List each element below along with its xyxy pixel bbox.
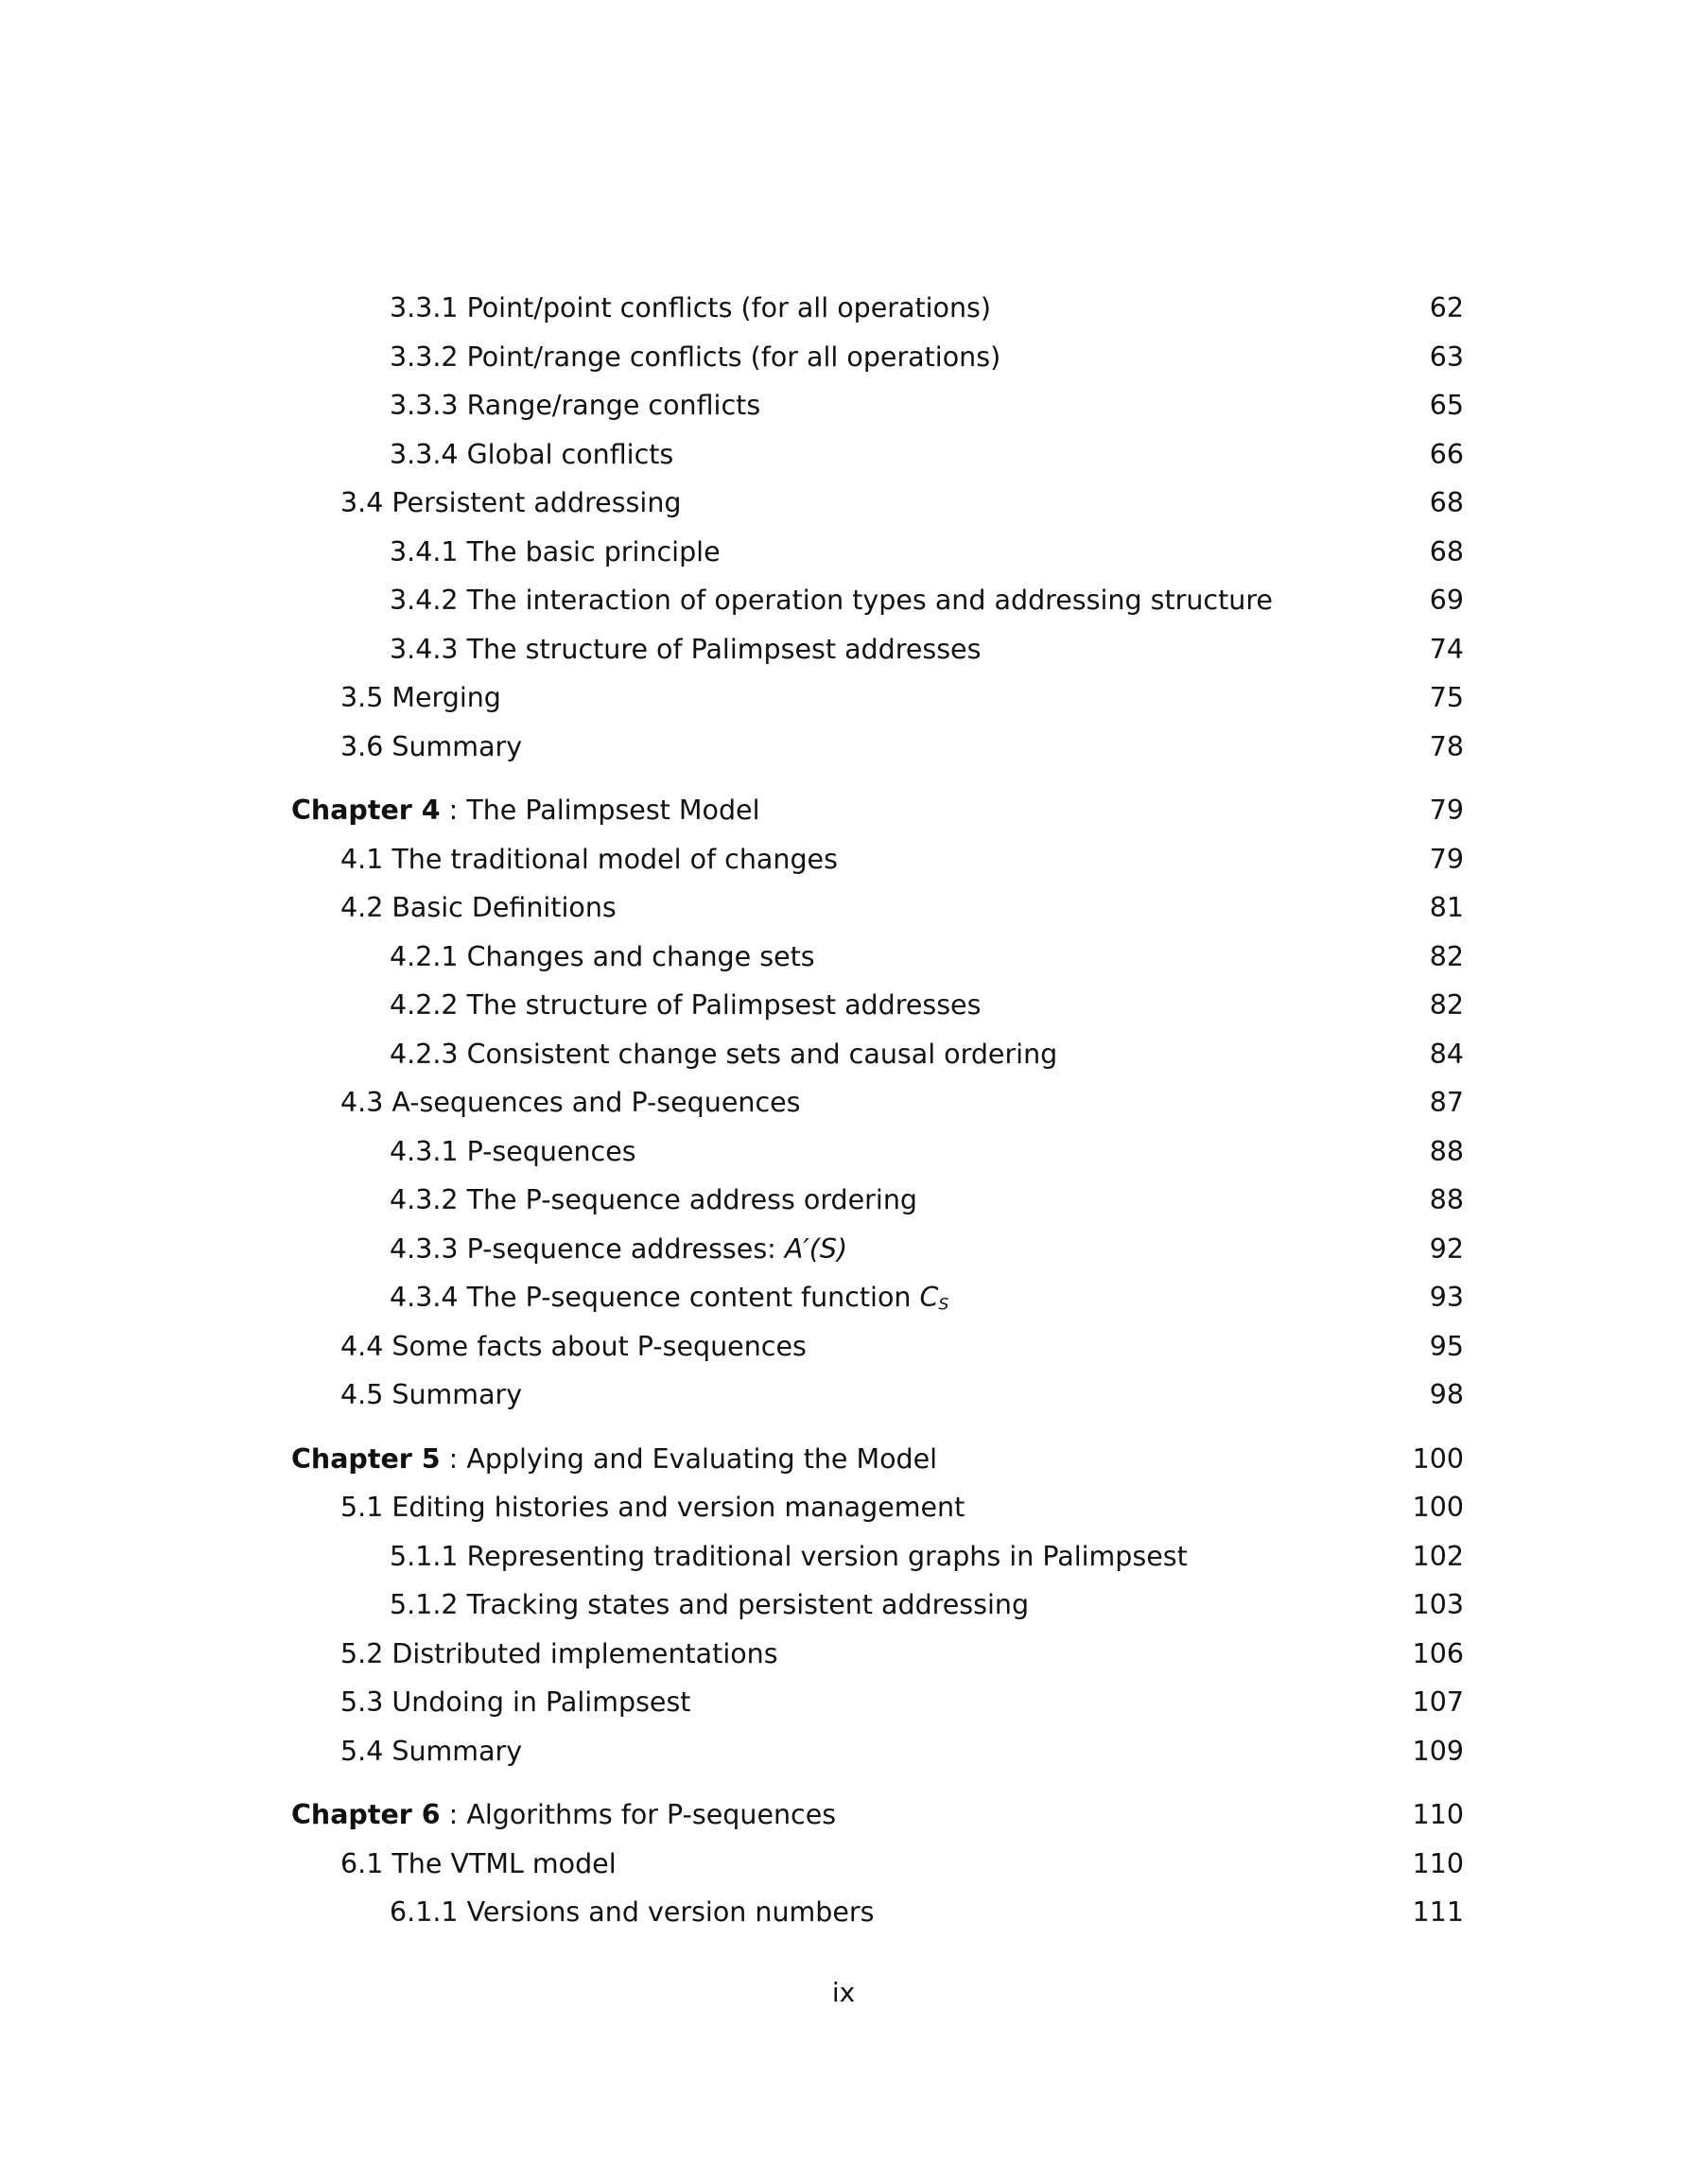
toc-entry <box>291 284 1464 333</box>
toc-page-number: 79 <box>1429 795 1464 826</box>
toc-entry <box>291 673 1464 723</box>
dot-leader <box>1275 624 1428 625</box>
entry-text: 4.3.2 The P-sequence address ordering <box>390 1184 917 1215</box>
math-subscript: S <box>938 1295 949 1315</box>
toc-page-number: 109 <box>1412 1735 1464 1767</box>
toc-entry <box>291 1273 1464 1322</box>
toc-entry <box>291 576 1464 625</box>
math-symbol: A′(S) <box>784 1232 848 1265</box>
toc-page-number: 63 <box>1429 341 1464 373</box>
entry-text: 3.5 Merging <box>340 682 501 713</box>
toc-entry-title <box>390 933 815 982</box>
toc-entry <box>291 430 1464 480</box>
toc-entry-title <box>340 883 617 933</box>
toc-entry <box>291 883 1464 933</box>
entry-text: : Applying and Evaluating the Model <box>440 1442 938 1475</box>
entry-text: 3.4.1 The basic principle <box>390 535 721 568</box>
dot-leader <box>919 1224 1428 1225</box>
dot-leader <box>683 527 1427 528</box>
toc-page-number: 82 <box>1429 989 1464 1021</box>
toc-entry-title <box>390 1888 875 1937</box>
toc-page-number: 102 <box>1412 1540 1464 1572</box>
toc-page-number: 88 <box>1429 1135 1464 1167</box>
toc-entry-title <box>340 1678 690 1727</box>
toc-page-number: 107 <box>1412 1686 1464 1718</box>
toc-entry <box>291 1630 1464 1679</box>
toc-entry-title <box>390 430 673 480</box>
dot-leader <box>503 722 1428 723</box>
toc-entry-title <box>390 284 991 333</box>
dot-leader <box>638 1175 1428 1176</box>
toc-entry <box>291 1727 1464 1776</box>
toc-entry-title <box>390 981 981 1030</box>
toc-entry-title <box>390 1225 847 1274</box>
toc-entry <box>291 1176 1464 1225</box>
entry-text: 5.1.1 Representing traditional version graphs in Palimpsest <box>390 1540 1188 1572</box>
toc-entry <box>291 981 1464 1030</box>
toc-entry <box>291 1581 1464 1630</box>
toc-entry <box>291 1225 1464 1274</box>
toc-page-number: 82 <box>1429 940 1464 972</box>
toc-entry-title <box>340 1840 617 1889</box>
toc-entry-title <box>340 1078 801 1127</box>
toc-entry <box>291 1840 1464 1889</box>
toc-page-number: 100 <box>1412 1492 1464 1523</box>
dot-leader <box>966 1531 1410 1532</box>
toc-page-number: 79 <box>1429 843 1464 875</box>
toc-entry <box>291 835 1464 884</box>
table-of-contents <box>291 284 1464 1937</box>
toc-page-number: 69 <box>1429 585 1464 616</box>
dot-leader <box>993 332 1428 333</box>
toc-page-number: 66 <box>1429 438 1464 470</box>
toc-entry-title <box>340 1727 522 1776</box>
chapter-label: Chapter 5 <box>291 1442 441 1475</box>
dot-leader <box>840 882 1428 883</box>
entry-text: 3.6 Summary <box>340 730 523 762</box>
toc-entry <box>291 1030 1464 1079</box>
entry-text: 4.2.3 Consistent change sets and causal ordering <box>390 1038 1058 1070</box>
entry-text: 3.4 Persistent addressing <box>340 487 682 518</box>
dot-leader <box>762 429 1428 430</box>
entry-text: 3.3.1 Point/point conflicts (for all operations) <box>390 292 992 323</box>
toc-page-number: 75 <box>1429 682 1464 713</box>
dot-leader <box>524 1774 1410 1775</box>
dot-leader <box>524 1419 1428 1420</box>
dot-leader <box>692 1726 1410 1727</box>
entry-text: 4.5 Summary <box>340 1379 523 1410</box>
toc-entry-title <box>340 1483 965 1532</box>
dot-leader <box>618 932 1428 933</box>
dot-leader <box>524 770 1428 771</box>
toc-chapter-entry <box>291 786 1464 835</box>
toc-entry-title <box>340 723 522 772</box>
entry-text: 3.3.3 Range/range conflicts <box>390 390 761 421</box>
toc-entry-title <box>390 1581 1029 1630</box>
toc-page-number: 65 <box>1429 390 1464 421</box>
toc-page-number: 88 <box>1429 1184 1464 1215</box>
entry-text: 5.3 Undoing in Palimpsest <box>340 1686 691 1718</box>
dot-leader <box>983 1029 1427 1030</box>
dot-leader <box>809 1370 1428 1371</box>
toc-entry-title <box>390 625 981 674</box>
toc-entry <box>291 1483 1464 1532</box>
toc-page-number: 74 <box>1429 633 1464 665</box>
entry-text: 5.1.2 Tracking states and persistent addressing <box>390 1589 1030 1620</box>
entry-text: 5.1 Editing histories and version management <box>340 1492 965 1523</box>
toc-page-number: 68 <box>1429 487 1464 518</box>
toc-page-number: 93 <box>1429 1282 1464 1313</box>
dot-leader <box>849 1272 1428 1273</box>
toc-entry-title <box>340 1630 778 1679</box>
entry-text: 5.2 Distributed implementations <box>340 1637 778 1669</box>
entry-text: 4.3.1 P-sequences <box>390 1135 636 1167</box>
entry-text: : The Palimpsest Model <box>440 795 760 826</box>
toc-entry <box>291 1078 1464 1127</box>
toc-entry <box>291 1532 1464 1581</box>
toc-entry <box>291 1371 1464 1420</box>
toc-page-number: 84 <box>1429 1038 1464 1070</box>
toc-entry-title <box>390 528 721 577</box>
toc-entry-title <box>291 1791 836 1840</box>
page-number: ix <box>831 1977 856 2008</box>
toc-entry-title <box>390 1030 1057 1079</box>
toc-entry-title <box>390 1127 636 1177</box>
dot-leader <box>817 980 1428 981</box>
chapter-label: Chapter 6 <box>291 1799 441 1830</box>
toc-chapter-entry <box>291 1791 1464 1840</box>
toc-entry <box>291 1678 1464 1727</box>
entry-text: 4.3.3 P-sequence addresses: <box>390 1232 785 1265</box>
toc-page-number: 62 <box>1429 292 1464 323</box>
toc-page-number: 100 <box>1412 1442 1464 1475</box>
toc-page-number: 110 <box>1412 1847 1464 1879</box>
toc-entry <box>291 479 1464 528</box>
toc-entry <box>291 333 1464 382</box>
dot-leader <box>877 1936 1411 1937</box>
toc-page-number: 103 <box>1412 1589 1464 1620</box>
toc-entry <box>291 723 1464 772</box>
dot-leader <box>762 834 1428 835</box>
toc-entry-title <box>390 576 1273 625</box>
dot-leader <box>838 1839 1411 1840</box>
toc-page-number: 98 <box>1429 1379 1464 1410</box>
dot-leader <box>1031 1629 1411 1630</box>
toc-page-number: 81 <box>1429 892 1464 923</box>
entry-text: 3.3.4 Global conflicts <box>390 438 674 470</box>
entry-text: 5.4 Summary <box>340 1735 523 1767</box>
entry-text: 3.3.2 Point/range conflicts (for all operations) <box>390 341 1001 373</box>
toc-page-number: 78 <box>1429 730 1464 762</box>
toc-entry-title <box>340 673 501 723</box>
entry-text: 6.1 The VTML model <box>340 1847 617 1879</box>
toc-entry-title <box>390 1532 1188 1581</box>
math-symbol: C <box>919 1282 939 1313</box>
toc-entry <box>291 1127 1464 1177</box>
toc-entry <box>291 625 1464 674</box>
entry-text: 4.4 Some facts about P-sequences <box>340 1330 807 1362</box>
dot-leader <box>780 1677 1411 1678</box>
toc-entry <box>291 528 1464 577</box>
entry-text: 3.4.3 The structure of Palimpsest addresses <box>390 633 982 665</box>
toc-page-number: 111 <box>1412 1896 1464 1928</box>
chapter-label: Chapter 4 <box>291 795 441 826</box>
dot-leader <box>1190 1580 1411 1581</box>
toc-page-number: 92 <box>1429 1232 1464 1265</box>
dot-leader <box>1002 380 1428 381</box>
dot-leader <box>618 1887 1411 1888</box>
entry-text: 3.4.2 The interaction of operation types and addressing structure <box>390 585 1273 616</box>
toc-entry-title <box>291 786 760 835</box>
dot-leader <box>675 478 1427 479</box>
toc-page-number: 106 <box>1412 1637 1464 1669</box>
toc-entry-title <box>340 479 681 528</box>
dot-leader <box>722 575 1428 576</box>
toc-page-number: 110 <box>1412 1799 1464 1830</box>
toc-chapter-entry <box>291 1435 1464 1484</box>
toc-page-number: 68 <box>1429 535 1464 568</box>
entry-text: 4.2.1 Changes and change sets <box>390 940 815 972</box>
toc-entry-title <box>340 1322 807 1372</box>
entry-text: 6.1.1 Versions and version numbers <box>390 1896 875 1928</box>
toc-page-number: 87 <box>1429 1087 1464 1118</box>
entry-text: 4.2.2 The structure of Palimpsest addresses <box>390 989 982 1021</box>
toc-entry-title <box>340 835 838 884</box>
toc-entry-title <box>390 381 760 430</box>
dot-leader <box>950 1321 1427 1322</box>
toc-entry-title <box>390 1176 917 1225</box>
entry-text: : Algorithms for P-sequences <box>440 1799 837 1830</box>
toc-entry <box>291 381 1464 430</box>
entry-text: 4.3 A-sequences and P-sequences <box>340 1087 801 1118</box>
toc-entry <box>291 1888 1464 1937</box>
entry-text: 4.3.4 The P-sequence content function <box>390 1282 920 1313</box>
toc-entry-title <box>340 1371 522 1420</box>
toc-page-number: 95 <box>1429 1330 1464 1362</box>
entry-text: 4.1 The traditional model of changes <box>340 843 838 875</box>
toc-entry <box>291 933 1464 982</box>
toc-entry-title <box>390 333 1000 382</box>
entry-text: 4.2 Basic Definitions <box>340 892 617 923</box>
dot-leader <box>1059 1077 1427 1078</box>
toc-entry-title <box>291 1435 937 1484</box>
dot-leader <box>939 1482 1411 1483</box>
